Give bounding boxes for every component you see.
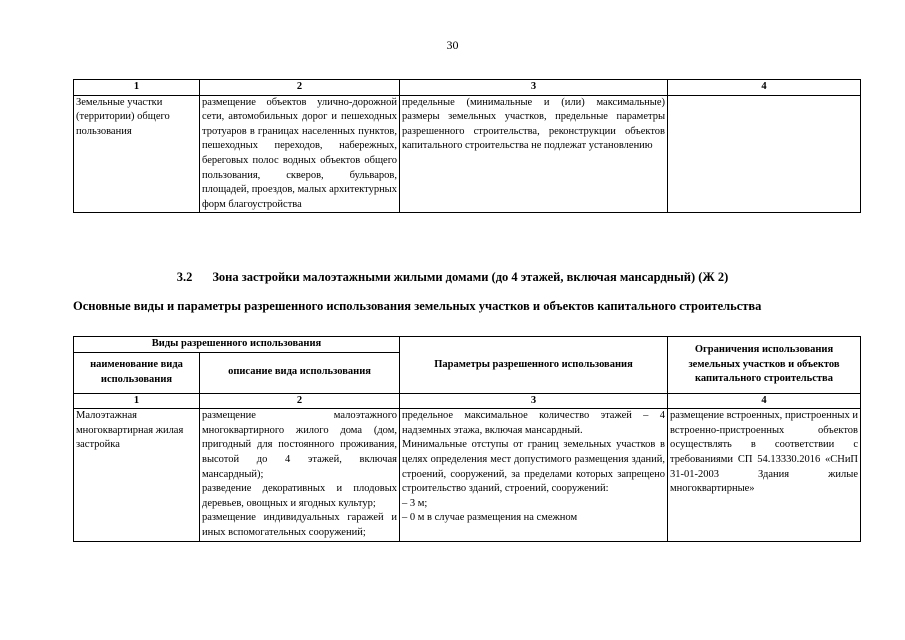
table-header-row: [74, 80, 861, 96]
section-number: 3.2: [176, 270, 193, 284]
table-row: [74, 95, 861, 213]
col-number-4: 4: [668, 393, 861, 409]
header-group: Виды разрешенного использования: [74, 337, 400, 353]
header-limits: Ограничения использования земельных участков и объектов капитального строительства: [668, 337, 861, 394]
cell-parameters: предельные (минимальные и (или) максимальные) размеры земельных участков, предельные параметры разрешенного строительства, реконструкции объектов капитального строительства не подлежат установлению: [400, 95, 668, 213]
page-number: 30: [446, 38, 459, 52]
table-zh2: [73, 336, 861, 542]
col-number-2: 2: [200, 80, 400, 96]
section-heading: [0, 270, 905, 285]
table-land-use-general: [73, 79, 861, 213]
cell-parameters: предельное максимальное количество этажей – 4 надземных этажа, включая мансардный. Минимальные отступы от границ земельных участков в целях определения мест допустимого размещения зданий, строений, сооружений, за пределами которых запрещено строительство зданий, строений, сооружений: – 3 м; – 0 м в случае размещения на смежном: [400, 409, 668, 541]
header-name: наименование вида использования: [74, 352, 200, 393]
table-row: [74, 409, 861, 541]
cell-use-description: размещение объектов улично-дорожной сети, автомобильных дорог и пешеходных тротуаров в границах населенных пунктов, пешеходных переходов, набережных, береговых полос водных объектов общего пользования, скверов, бульваров, площадей, проездов, малых архитектурных форм благоустройства: [200, 95, 400, 213]
cell-limits: размещение встроенных, пристроенных и встроенно-пристроенных объектов осуществлять в соответствии с требованиями СП 54.13330.2016 «СНиП 31-01-2003 Здания жилые многоквартирные»: [668, 409, 861, 541]
table-number-row: [74, 393, 861, 409]
col-number-3: 3: [400, 80, 668, 96]
subtitle: Основные виды и параметры разрешенного использования земельных участков и объектов капитального строительства: [73, 299, 762, 313]
header-params: Параметры разрешенного использования: [400, 337, 668, 394]
table-header-row: [74, 337, 861, 353]
col-number-1: 1: [74, 393, 200, 409]
col-number-2: 2: [200, 393, 400, 409]
header-description: описание вида использования: [200, 352, 400, 393]
cell-use-description: размещение малоэтажного многоквартирного жилого дома (дом, пригодный для постоянного проживания, высотой до 4 этажей, включая мансардный); разведение декоративных и плодовых деревьев, овощных и ягодных культур; размещение индивидуальных гаражей и иных вспомогательных сооружений;: [200, 409, 400, 541]
section-title: Зона застройки малоэтажными жилыми домами (до 4 этажей, включая мансардный) (Ж 2): [212, 270, 729, 284]
cell-use-name: Малоэтажная многоквартирная жилая застройка: [74, 409, 200, 541]
col-number-1: 1: [74, 80, 200, 96]
col-number-4: 4: [668, 80, 861, 96]
col-number-3: 3: [400, 393, 668, 409]
cell-use-name: Земельные участки (территории) общего пользования: [74, 95, 200, 213]
cell-limits: [668, 95, 861, 213]
